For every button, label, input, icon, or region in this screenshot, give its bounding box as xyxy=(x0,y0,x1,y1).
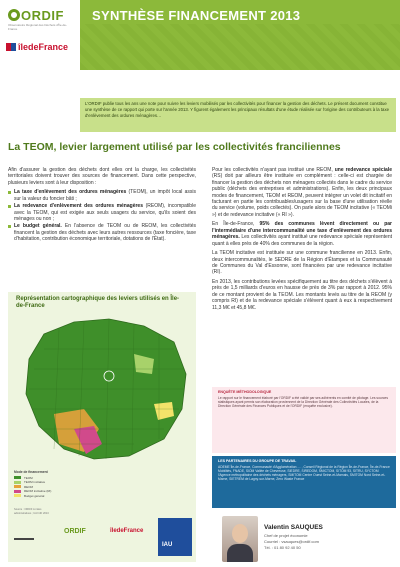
contact-card xyxy=(212,514,396,566)
legend-swatch xyxy=(14,481,21,484)
legend-swatch xyxy=(14,485,21,488)
section-title: La TEOM, levier largement utilisé par les collectivités franciliennes xyxy=(8,141,341,153)
contact-photo xyxy=(222,516,258,562)
logo-area xyxy=(0,0,80,70)
methodology-text: Le rapport sur le financement élaboré par l'ORDIF a été validé par ses adhérents en comité de pilotage. Les sources statistiques ayant permis son élaboration proviennent de la Direction Générale des Collectivités Locales, de la Direction Générale des Finances Publiques et de l'ORDIF (enquête exclusive). xyxy=(218,395,388,409)
ile-de-france-map[interactable] xyxy=(14,314,192,464)
contact-role: Chef de projet économie xyxy=(264,533,308,538)
left-paragraph: Afin d'assurer la gestion des déchets dont elles ont la charge, les collectivités territoriales doivent trouver des sources de financement. Dans cette perspective, plusieurs leviers sont à leur disposition : xyxy=(8,167,196,186)
methodology-title: ENQUÊTE MÉTHODOLOGIQUE xyxy=(218,390,272,394)
methodology-note xyxy=(212,387,396,453)
footer-ordif-logo[interactable]: ORDIF xyxy=(64,528,86,535)
right-paragraph: En Île-de-France, 95% des communes lèvent directement ou par l'intermédiaire d'une intercommunalité une taxe d'enlèvement des ordures ménagères. Les collectivités ayant institué une redevance spéciale représentent quant à elles près de 40% des communes de la région. xyxy=(212,221,392,247)
partners-box xyxy=(212,456,396,508)
map-paris-marker xyxy=(104,371,114,381)
ordif-ring-icon xyxy=(8,9,20,21)
idf-flag-icon xyxy=(6,43,16,51)
idf-logo[interactable] xyxy=(6,42,68,52)
contact-name: Valentin SAUQUES xyxy=(264,524,323,531)
list-item: La redevance d'enlèvement des ordures ménagères (REOM), incompatible avec la TEOM, qui est exigée aux seuls usagers du service, qu'ils soient des ménages ou non ; xyxy=(8,203,196,222)
ordif-logo-text: ORDIF xyxy=(21,8,64,23)
map-scale-bar xyxy=(14,538,34,540)
right-paragraph: Pour les collectivités n'ayant pas institué une REOM, une redevance spéciale (RS) doit par ailleurs être instituée en complément : celle-ci est chargée de financer la gestion des déchets non ménagers collectés dans le cadre du service public (déchets des entreprises et administrations). Enfin, les deux principaux modes de financement, TEOM et REOM, peuvent intégrer un volet dit incitatif en facturant en partie les contribuables/usagers sur la base d'une utilisation réelle du service (volume, poids collectés). On parle alors de TEOM incitative (« TEOMi ») et de redevance incitative (« RI »). xyxy=(212,167,392,218)
legend-item: Budget général xyxy=(14,494,84,499)
contact-phone[interactable]: Tél. : 01 80 92 40 50 xyxy=(264,545,301,550)
map-legend xyxy=(14,470,84,498)
header xyxy=(0,0,400,70)
right-paragraph: En 2013, les contributions levées spécifiquement au titre des déchets s'élèvent à près de 1,5 milliards d'euros en hausse de près de 3% par rapport à 2012. 95% de ce montant provient de la TEOM. Les montants levés au titre de la REOM (y compris RI) et de la redevance spéciale s'élèvent quant à eux à respectivement 11,3 M€ et 45,8 M€. xyxy=(212,279,392,311)
legend-swatch xyxy=(14,490,21,493)
legend-swatch xyxy=(14,476,21,479)
legend-item: TEOM xyxy=(14,476,84,481)
legend-item: TEOM incitative xyxy=(14,480,84,485)
legend-item: REOM xyxy=(14,485,84,490)
legend-item: REOM incitative (RI) xyxy=(14,489,84,494)
list-item: Le budget général. En l'absence de TEOM ou de REOM, les collectivités financent la gestion des déchets avec leurs autres ressources (taxe foncière, taxe d'habitation, contribution économique territoriale, dotations de l'État). xyxy=(8,223,196,242)
left-column xyxy=(8,167,196,244)
ordif-tagline: Observatoire Régional des Déchets d'Île-de-France xyxy=(8,23,67,31)
list-item: La taxe d'enlèvement des ordures ménagères (TEOM), un impôt local assis sur la valeur du foncier bâti ; xyxy=(8,189,196,202)
funding-levers-list xyxy=(8,189,196,242)
face-icon xyxy=(232,524,248,543)
title-band xyxy=(80,0,400,70)
footer-idf-logo[interactable]: îledeFrance xyxy=(110,528,144,534)
map-source-note: Source : ORDIF Limites administratives ; IAU îdF 2013 xyxy=(14,508,49,515)
partners-title: LES PARTENAIRES DU GROUPE DE TRAVAIL xyxy=(218,459,297,463)
partners-text: ADEME Île-de-France, Communauté d'Agglomération … , Conseil Régional de la Région Île-de-France, Île-de-France Mobilités, FNADE, SIOM Vallée de Chevreuse, SIEDRE, SIREDOM, SMICTOM, SITOM 93, SITRU, SYCTOM l'Agence métropolitaine des déchets ménagers, SMITOM Centre Ouest Seine-et-Marnais, SMITOM Nord Seine-et-Marne, SIETREM de Lagny-sur-Marne, Zero Waste France xyxy=(218,464,390,482)
footer-iau-logo[interactable]: IAU xyxy=(158,518,192,556)
legend-swatch xyxy=(14,494,21,497)
ordif-logo[interactable] xyxy=(8,8,64,23)
map-box xyxy=(8,292,196,562)
page-title: SYNTHÈSE FINANCEMENT 2013 xyxy=(92,8,301,23)
body-icon xyxy=(227,544,253,562)
legend-title: Mode de financement xyxy=(14,470,48,474)
map-title: Représentation cartographique des leviers utilisés en Île-de-France xyxy=(16,296,180,309)
idf-logo-text: îledeFrance xyxy=(18,42,69,52)
right-paragraph: La TEOM incitative est instituée sur une commune francilienne en 2013. Enfin, deux intercommunalités, le SEDRE de la Région d'Étampes et la Communauté de Communes du Val d'Essonne, sont financées par une redevance incitative (RI). xyxy=(212,250,392,276)
footer-logos xyxy=(60,518,196,558)
right-column xyxy=(212,167,392,314)
intro-box: L'ORDIF publie tous les ans une note pour suivre les leviers mobilisés par les collectivités pour financer la gestion des déchets. Le présent document constitue une synthèse de ce rapport qui porte sur l'année 2013. Y figurent également les principaux résultats d'une étude réalisée sur l'origine des contributeurs à la taxe d'enlèvement des ordures ménagères… xyxy=(80,98,396,132)
contact-email[interactable]: Courriel : vsauques@ordif.com xyxy=(264,539,319,544)
